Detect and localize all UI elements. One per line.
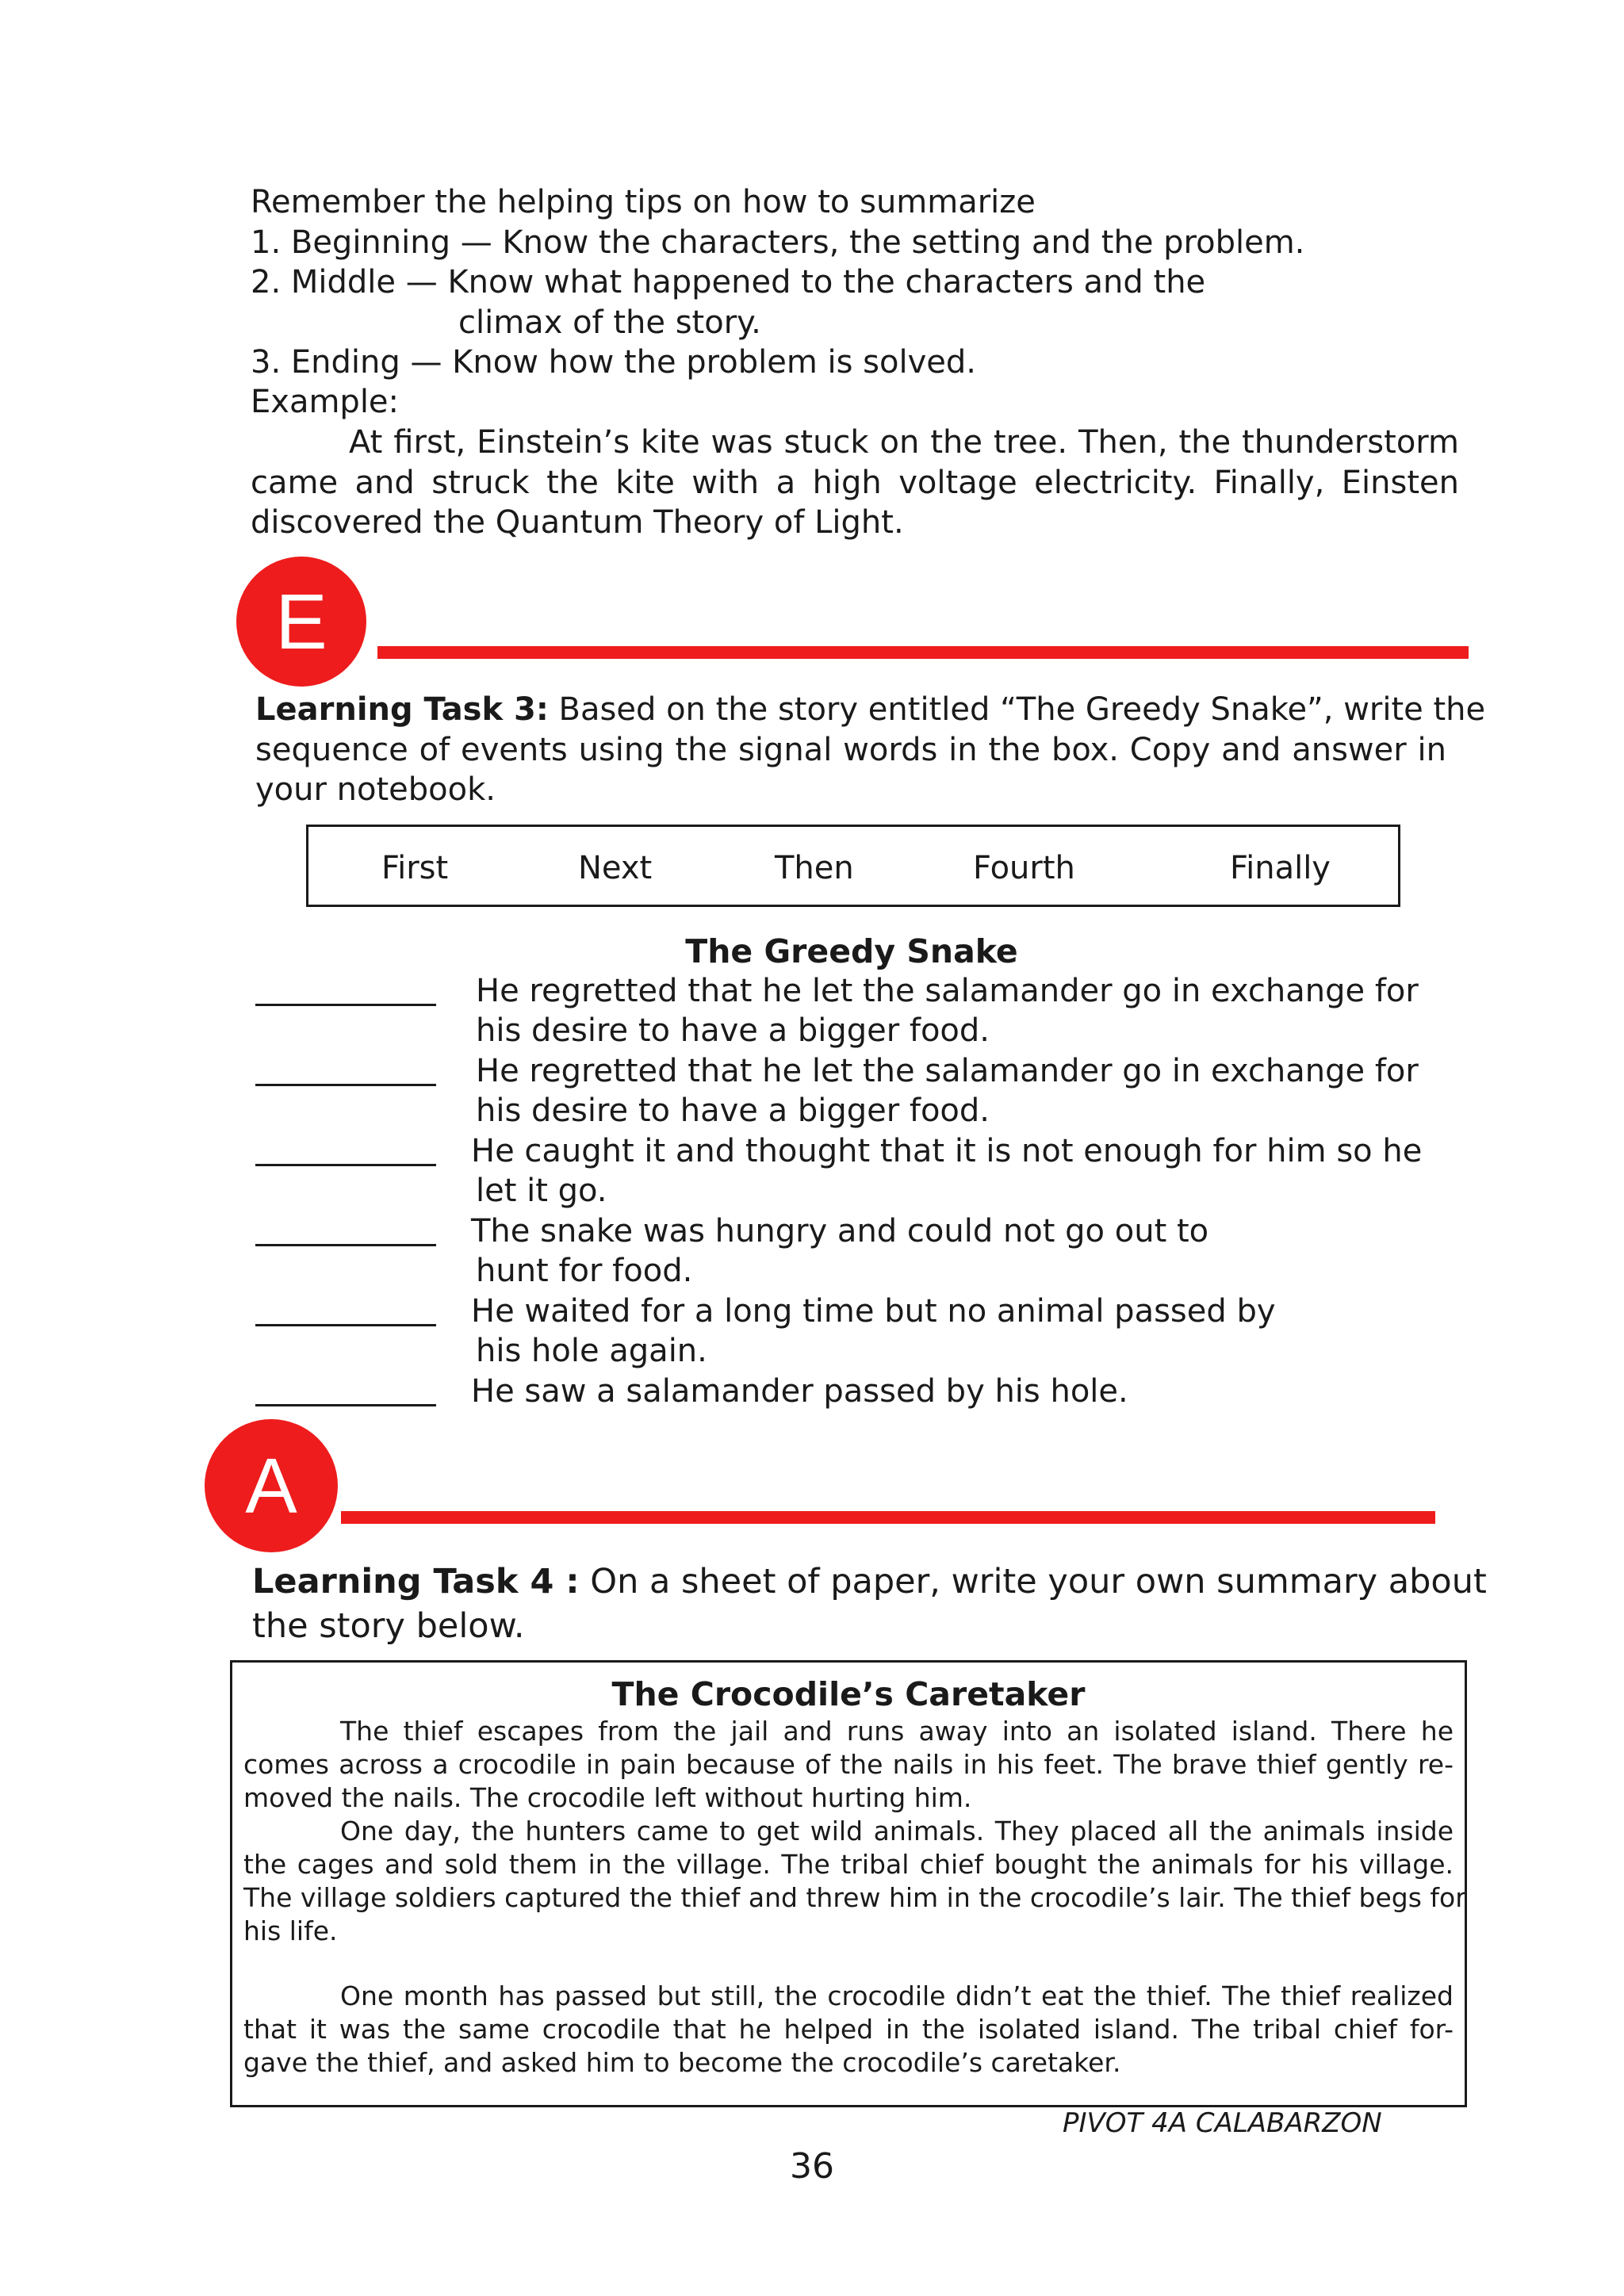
event-line: his desire to have a bigger food. xyxy=(476,1093,990,1129)
signal-words-box xyxy=(306,825,1400,907)
event-line: He caught it and thought that it is not enough for him so he xyxy=(471,1133,1423,1169)
story-line: gave the thief, and asked him to become the crocodile’s caretaker. xyxy=(243,2047,1121,2078)
event-line: The snake was hungry and could not go out to xyxy=(471,1213,1209,1249)
signal-word-finally: Finally xyxy=(1230,850,1331,886)
event-line: his desire to have a bigger food. xyxy=(476,1012,990,1049)
example-line: At first, Einstein’s kite was stuck on the tree. Then, the thunderstorm xyxy=(349,424,1459,461)
example-line: discovered the Quantum Theory of Light. xyxy=(251,504,904,541)
page-number: 36 xyxy=(790,2146,834,2187)
story-line: The village soldiers captured the thief and threw him in the crocodile’s lair. The thief begs for xyxy=(243,1882,1466,1913)
answer-blank[interactable] xyxy=(255,1404,436,1406)
event-line: his hole again. xyxy=(476,1333,707,1369)
story-line: The thief escapes from the jail and runs away into an isolated island. There he xyxy=(340,1716,1454,1747)
learning-task-3-text: your notebook. xyxy=(255,771,496,808)
event-line: let it go. xyxy=(476,1173,607,1209)
answer-blank[interactable] xyxy=(255,1084,436,1086)
learning-task-4-text: On a sheet of paper, write your own summary about xyxy=(579,1562,1487,1601)
tip-beginning: 1. Beginning — Know the characters, the setting and the problem. xyxy=(251,224,1305,261)
signal-word-first: First xyxy=(381,850,449,886)
learning-task-3-text: sequence of events using the signal words in the box. Copy and answer in xyxy=(255,732,1446,768)
section-e-divider xyxy=(377,646,1469,659)
signal-word-then: Then xyxy=(775,850,854,886)
signal-word-next: Next xyxy=(578,850,653,886)
event-line: He regretted that he let the salamander go in exchange for xyxy=(476,973,1419,1009)
section-e-marker: E xyxy=(236,557,366,687)
learning-task-4-text: the story below. xyxy=(252,1606,525,1646)
story-line: the cages and sold them in the village. The tribal chief bought the animals for his village. xyxy=(243,1849,1454,1880)
signal-word-fourth: Fourth xyxy=(973,850,1075,886)
answer-blank[interactable] xyxy=(255,1004,436,1006)
tip-ending: 3. Ending — Know how the problem is solved. xyxy=(251,344,976,381)
footer-source: PIVOT 4A CALABARZON xyxy=(1063,2107,1382,2139)
learning-task-3-text: Based on the story entitled “The Greedy Snake”, write the xyxy=(548,691,1486,728)
answer-blank[interactable] xyxy=(255,1324,436,1326)
learning-task-3-label: Learning Task 3: xyxy=(255,691,549,728)
section-a-divider xyxy=(341,1511,1435,1524)
section-a-marker: A xyxy=(205,1419,338,1552)
example-label: Example: xyxy=(251,384,400,420)
answer-blank[interactable] xyxy=(255,1164,436,1166)
crocodile-story-box xyxy=(230,1660,1467,2107)
event-line: He waited for a long time but no animal passed by xyxy=(471,1293,1276,1330)
story-line: One month has passed but still, the crocodile didn’t eat the thief. The thief realized xyxy=(340,1980,1454,2011)
event-line: hunt for food. xyxy=(476,1253,693,1289)
event-line: He regretted that he let the salamander go in exchange for xyxy=(476,1053,1419,1089)
example-line: came and struck the kite with a high voltage electricity. Finally, Einsten xyxy=(251,465,1459,501)
tips-intro: Remember the helping tips on how to summarize xyxy=(251,184,1036,220)
greedy-snake-title: The Greedy Snake xyxy=(685,932,1018,970)
answer-blank[interactable] xyxy=(255,1244,436,1246)
story-line: One day, the hunters came to get wild animals. They placed all the animals inside xyxy=(340,1816,1454,1846)
learning-task-4-instructions xyxy=(252,1560,1487,1603)
event-line: He saw a salamander passed by his hole. xyxy=(471,1373,1128,1410)
learning-task-3-instructions xyxy=(255,690,1486,730)
story-line: comes across a crocodile in pain because of the nails in his feet. The brave thief gently re- xyxy=(243,1749,1454,1780)
crocodile-story-title: The Crocodile’s Caretaker xyxy=(611,1675,1086,1713)
tip-middle: 2. Middle — Know what happened to the characters and the xyxy=(251,264,1206,300)
story-line: that it was the same crocodile that he helped in the isolated island. The tribal chief for- xyxy=(243,2014,1454,2045)
learning-task-4-label: Learning Task 4 : xyxy=(252,1562,580,1601)
story-line: moved the nails. The crocodile left without hurting him. xyxy=(243,1782,972,1813)
tip-middle-continued: climax of the story. xyxy=(458,304,761,341)
story-line: his life. xyxy=(243,1915,338,1946)
